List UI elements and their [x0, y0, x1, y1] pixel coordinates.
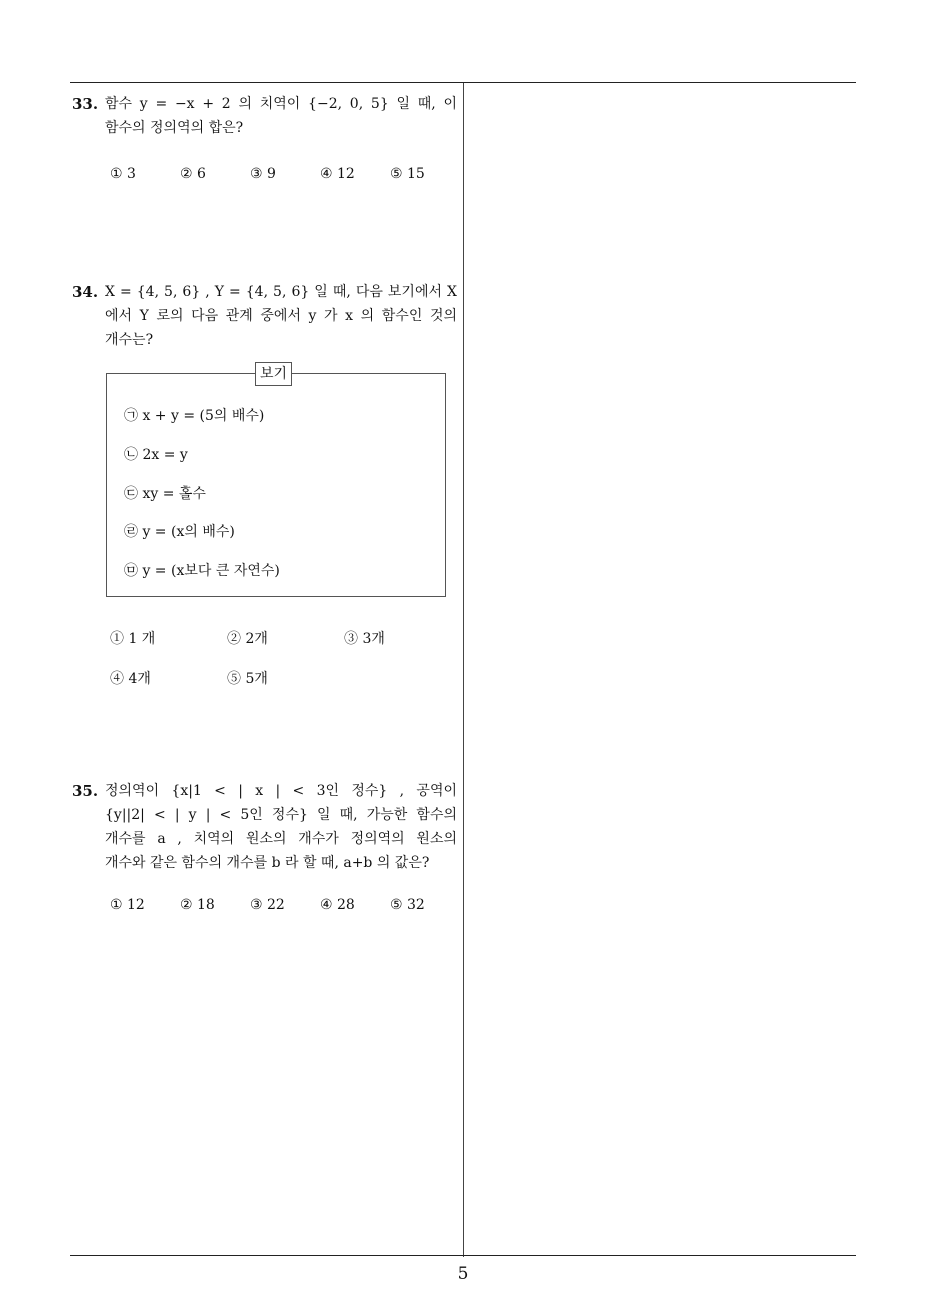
choice-2[interactable]: ② 18	[180, 897, 215, 913]
column-divider	[463, 83, 464, 1257]
choice-4[interactable]: ④ 28	[320, 897, 355, 913]
bogi-item-1: ㉠ x + y = (5의 배수)	[124, 408, 265, 424]
question-text-line: X = {4, 5, 6} , Y = {4, 5, 6} 일 때, 다음 보기에서 X	[105, 284, 457, 300]
question-number: 33.	[72, 95, 99, 113]
answer-choices-row-1	[72, 627, 457, 651]
question-35	[72, 779, 457, 917]
choice-5[interactable]: ⑤ 5개	[227, 671, 268, 687]
question-text-line: 함수의 정의역의 합은?	[105, 120, 244, 136]
choice-4[interactable]: ④ 4개	[110, 671, 151, 687]
choice-1[interactable]: ① 1 개	[110, 631, 156, 647]
question-text-line: 함수 y = −x + 2 의 치역이 {−2, 0, 5} 일 때, 이	[105, 96, 457, 112]
answer-choices	[72, 162, 457, 186]
choice-2[interactable]: ② 6	[180, 166, 206, 182]
bogi-title: 보기	[255, 362, 292, 386]
question-34-choices	[72, 627, 457, 691]
choice-1[interactable]: ① 3	[110, 166, 136, 182]
choice-1[interactable]: ① 12	[110, 897, 145, 913]
choice-3[interactable]: ③ 9	[250, 166, 276, 182]
bogi-item-3: ㉢ xy = 홀수	[124, 486, 206, 502]
question-text-line: 개수는?	[105, 332, 154, 348]
bogi-item-2: ㉡ 2x = y	[124, 447, 188, 463]
answer-choices	[72, 893, 457, 917]
page-number: 5	[457, 1264, 469, 1284]
question-text-line: 정의역이 {x|1 < | x | < 3인 정수} , 공역이	[105, 783, 457, 799]
choice-3[interactable]: ③ 3개	[344, 631, 385, 647]
bogi-item-5: ㉤ y = (x보다 큰 자연수)	[124, 563, 280, 579]
question-number: 34.	[72, 283, 99, 301]
question-34	[72, 280, 457, 352]
question-text-line: 개수와 같은 함수의 개수를 b 라 할 때, a+b 의 값은?	[105, 855, 430, 871]
choice-5[interactable]: ⑤ 32	[390, 897, 425, 913]
choice-4[interactable]: ④ 12	[320, 166, 355, 182]
answer-choices-row-2	[72, 667, 457, 691]
question-33	[72, 92, 457, 186]
bottom-rule	[70, 1255, 856, 1256]
question-number: 35.	[72, 782, 99, 800]
question-text-line: {y||2| < | y | < 5인 정수} 일 때, 가능한 함수의	[105, 807, 457, 823]
choice-3[interactable]: ③ 22	[250, 897, 285, 913]
choice-2[interactable]: ② 2개	[227, 631, 268, 647]
bogi-item-4: ㉣ y = (x의 배수)	[124, 524, 235, 540]
question-text-line: 에서 Y 로의 다음 관계 중에서 y 가 x 의 함수인 것의	[105, 308, 457, 324]
choice-5[interactable]: ⑤ 15	[390, 166, 425, 182]
question-text-line: 개수를 a , 치역의 원소의 개수가 정의역의 원소의	[105, 831, 457, 847]
